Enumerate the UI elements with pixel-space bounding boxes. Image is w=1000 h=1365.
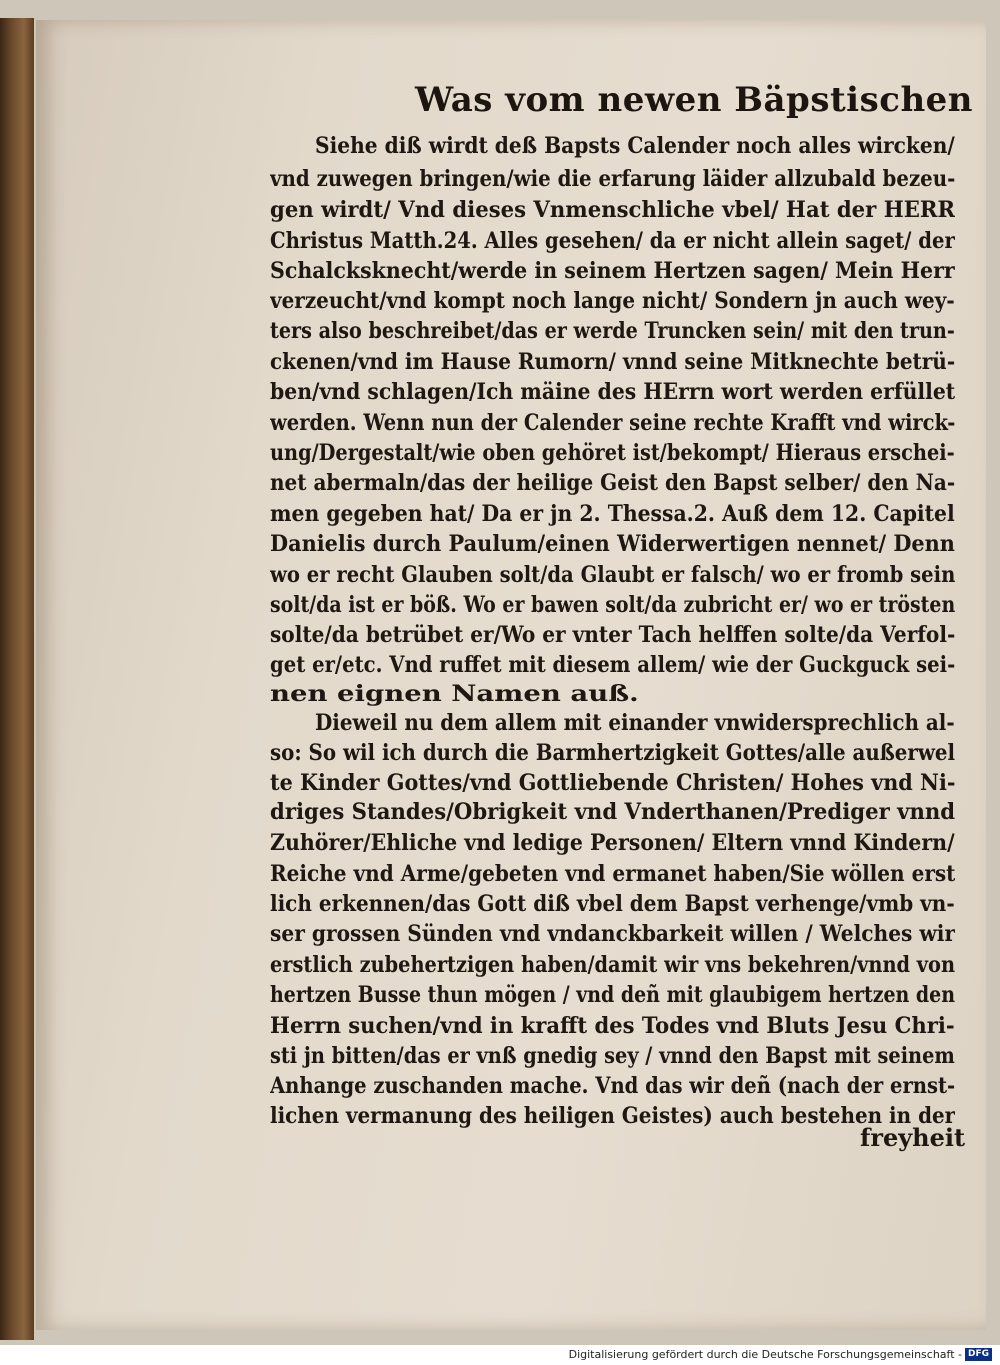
text-line: werden. Wenn nun der Calender seine rechte Krafft vnd wirck-: [270, 410, 956, 436]
catchword: freyheit: [860, 1123, 966, 1152]
running-title: Was vom newen Bäpstischen: [415, 80, 974, 120]
footer-credit-text: Digitalisierung gefördert durch die Deutsche Forschungsgemeinschaft -: [568, 1348, 962, 1361]
text-line: lich erkennen/das Gott diß vbel dem Bapst verhenge/vmb vn-: [270, 891, 955, 917]
text-line: solt/da ist er böß. Wo er bawen solt/da zubricht er/ wo er trösten: [270, 592, 956, 618]
text-line: sti jn bitten/das er vnß gnedig sey / vnnd den Bapst mit seinem: [270, 1043, 955, 1069]
text-line: solte/da betrübet er/Wo er vnter Tach helffen solte/da Verfol-: [270, 622, 956, 648]
footer-credit: [569, 1348, 992, 1361]
text-line: wo er recht Glauben solt/da Glaubt er falsch/ wo er fromb sein: [270, 562, 956, 588]
text-line: Herrn suchen/vnd in krafft des Todes vnd Bluts Jesu Chri-: [270, 1013, 955, 1039]
text-line: men gegeben hat/ Da er jn 2. Thessa.2. Auß dem 12. Capitel: [270, 501, 955, 527]
text-line: Schalcksknecht/werde in seinem Hertzen sagen/ Mein Herr: [270, 258, 955, 284]
text-line: ckenen/vnd im Hause Rumorn/ vnnd seine Mitknechte betrü-: [270, 349, 956, 375]
text-line: vnd zuwegen bringen/wie die erfarung läider allzubald bezeu-: [270, 166, 956, 192]
text-line: Anhange zuschanden mache. Vnd das wir deñ (nach der ernst-: [270, 1073, 956, 1099]
text-line: Zuhörer/Ehliche vnd ledige Personen/ Eltern vnnd Kindern/: [270, 830, 955, 856]
text-line: hertzen Busse thun mögen / vnd deñ mit glaubigem hertzen den: [270, 982, 956, 1008]
text-line: te Kinder Gottes/vnd Gottliebende Christen/ Hohes vnd Ni-: [270, 770, 956, 796]
text-line: ser grossen Sünden vnd vndanckbarkeit willen / Welches wir: [270, 921, 956, 947]
text-line: Reiche vnd Arme/gebeten vnd ermanet haben/Sie wöllen erst: [270, 861, 956, 887]
dfg-logo: DFG: [965, 1348, 992, 1361]
text-line: ters also beschreibet/das er werde Truncken sein/ mit den trun-: [270, 318, 955, 344]
text-line: nen eignen Namen auß.: [270, 681, 639, 707]
text-line: net abermaln/das der heilige Geist den Bapst selber/ den Na-: [270, 470, 956, 496]
text-line: Danielis durch Paulum/einen Widerwertigen nennet/ Denn: [270, 531, 955, 557]
text-line: so: So wil ich durch die Barmhertzigkeit Gottes/alle außerwel: [270, 740, 955, 766]
book-spine: [0, 18, 34, 1340]
text-line: Dieweil nu dem allem mit einander vnwidersprechlich al-: [315, 710, 955, 736]
text-line: Christus Matth.24. Alles gesehen/ da er nicht allein saget/ der: [270, 228, 955, 254]
text-line: ung/Dergestalt/wie oben gehöret ist/bekompt/ Hieraus erschei-: [270, 440, 955, 466]
text-line: ben/vnd schlagen/Ich mäine des HErrn wort werden erfüllet: [270, 379, 956, 405]
text-line: erstlich zubehertzigen haben/damit wir vns bekehren/vnnd von: [270, 952, 956, 978]
text-line: lichen vermanung des heiligen Geistes) auch bestehen in der: [270, 1103, 956, 1129]
text-line: driges Standes/Obrigkeit vnd Vnderthanen/Prediger vnnd: [270, 799, 956, 825]
text-line: Siehe diß wirdt deß Bapsts Calender noch alles wircken/: [315, 133, 955, 159]
text-line: verzeucht/vnd kompt noch lange nicht/ Sondern jn auch wey-: [270, 288, 955, 314]
text-line: gen wirdt/ Vnd dieses Vnmenschliche vbel/ Hat der HERR: [270, 197, 956, 223]
text-line: get er/etc. Vnd ruffet mit diesem allem/ wie der Guckguck sei-: [270, 652, 956, 678]
